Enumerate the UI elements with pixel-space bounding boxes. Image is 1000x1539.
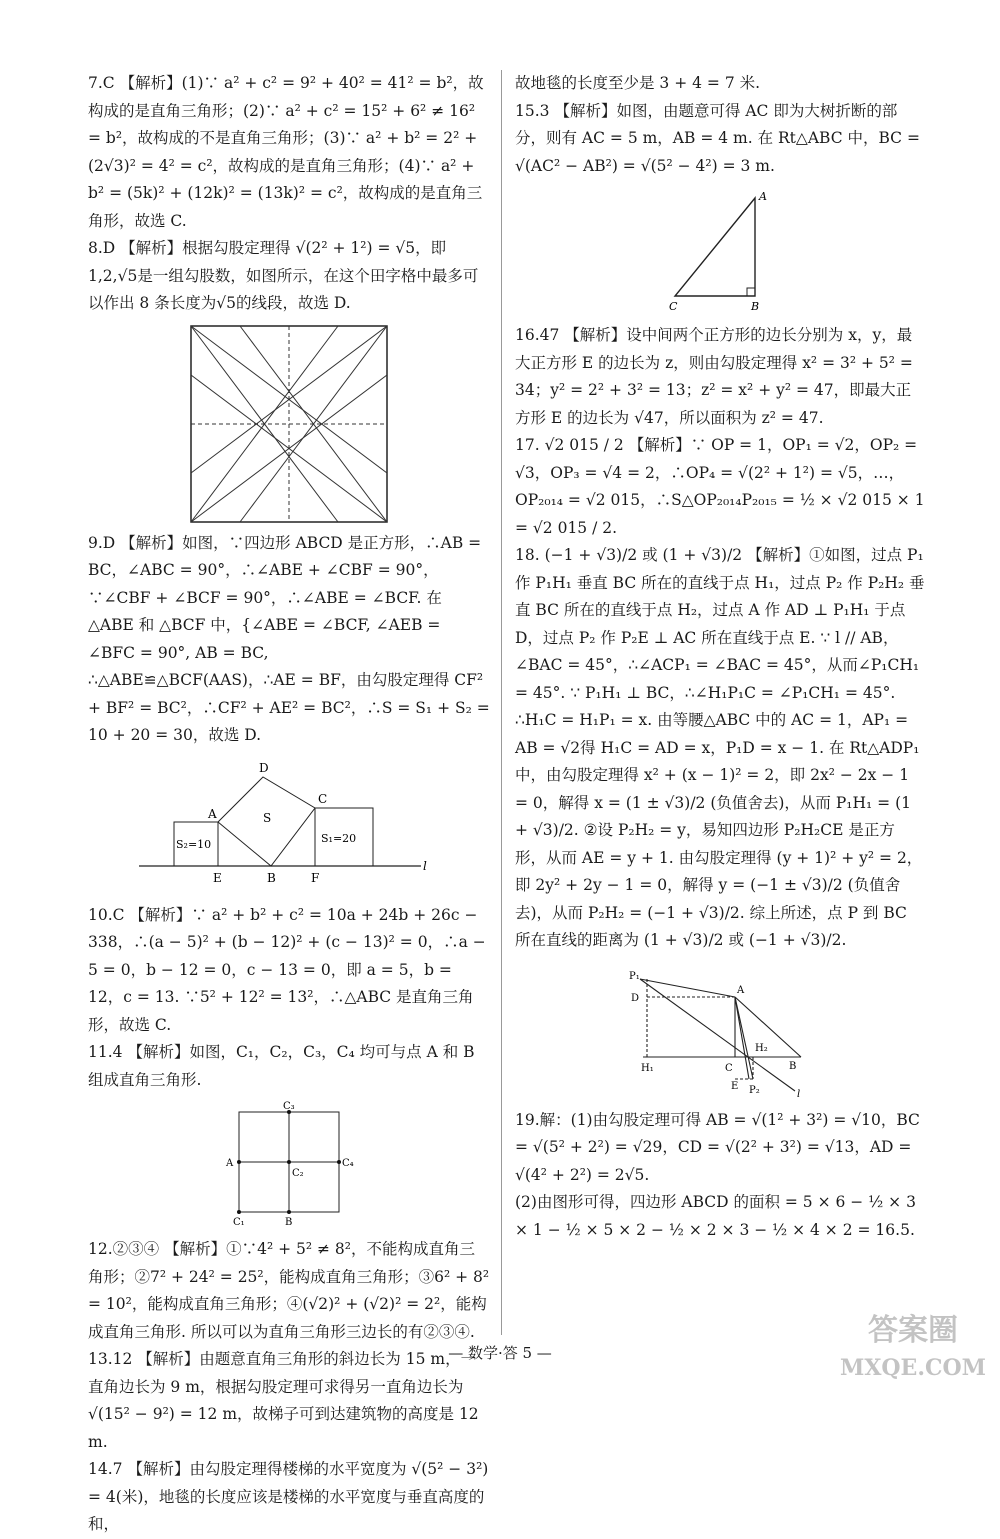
label-E: E <box>213 870 222 885</box>
answer-q13: 13.12 【解析】由题意直角三角形的斜边长为 15 m，一直角边长为 9 m，根据勾股定理可求得另一直角边长为 √(15² − 9²) = 12 m，故梯子可到达建筑物的高度是 12 m. <box>88 1350 479 1451</box>
answer-q12: 12.②③④ 【解析】①∵4² + 5² ≠ 8²，不能构成直角三角形；②7² + 24² = 25²，能构成直角三角形；③6² + 8² = 10²，能构成直角三角形；④(√2)² + (√2)² = 2²，能构成直角三角形. 所以可以为直角三角形三边长的有②③④. <box>88 1240 490 1341</box>
answer-q9-cont: ∴△ABE≌△BCF(AAS)，∴AE = BF，由勾股定理得 CF² + BF² = BC²，∴CF² + AE² = BC²，∴S = S₁ + S₂ = 10 + 20 = 30，故选 D. <box>88 671 490 744</box>
page-footer: — 数学·答 5 — <box>448 1344 552 1362</box>
answer-q15: 15.3 【解析】如图，由题意可得 AC 即为大树折断的部分，则有 AC = 5 m，AB = 4 m. 在 Rt△ABC 中，BC = √(AC² − AB²) = √(5² − 4²) = 3 m. <box>515 101 920 175</box>
answer-q10: 10.C 【解析】∵ a² + b² + c² = 10a + 24b + 26c − 338，∴(a − 5)² + (b − 12)² + (c − 13)² = 0，∴a − 5 = 0，b − 12 = 0，c − 13 = 0，即 a = 5，b = 12，c = 13. ∵5² + 12² = 13²，∴△ABC 是直角三角形，故选 C. <box>88 905 486 1034</box>
label-l: l <box>423 858 427 873</box>
label-F: F <box>311 870 320 885</box>
left-column <box>88 70 490 1539</box>
label-C: C <box>725 1062 733 1074</box>
label-S: S <box>263 810 272 825</box>
label-B: B <box>789 1060 797 1072</box>
label-P2: P₂ <box>749 1084 760 1096</box>
label-A: A <box>759 190 767 203</box>
answer-q7: 7.C 【解析】(1)∵ a² + c² = 9² + 40² = 41² = b²，故构成的是直角三角形；(2)∵ a² + c² = 15² + 6² ≠ 16² = b²，故构成的不是直角三角形；(3)∵ a² + b² = 2² + (2√3)² = 4² = c²，故构成的是直角三角形；(4)∵ a² + b² = (5k)² + (12k)² = (13k)² = c²，故构成的是直角三角形，故选 C. <box>88 74 484 230</box>
label-C2: C₂ <box>292 1168 304 1179</box>
answer-q19-part1: 19.解：(1)由勾股定理可得 AB = √(1² + 3²) = √10，BC = √(5² + 2²) = √29，CD = √(2² + 3²) = √13，AD = √(4² + 2²) = 2√5. <box>515 1110 920 1184</box>
watermark-top: 答案圈 <box>868 1313 958 1348</box>
label-S2: S₂=10 <box>176 837 212 851</box>
answer-q9: 9.D 【解析】如图，∵四边形 ABCD 是正方形，∴AB = BC，∠ABC = 90°，∴∠ABE + ∠CBF = 90°，∵∠CBF + ∠BCF = 90°，∴∠ABE = ∠BCF. 在 △ABE 和 △BCF 中，{∠ABE = ∠BCF, ∠AEB = ∠BFC = 90°, AB = BC, <box>88 533 482 662</box>
figure-q15-tree-triangle <box>655 186 785 316</box>
label-B: B <box>267 870 276 885</box>
label-E: E <box>731 1080 739 1092</box>
column-divider <box>501 70 502 1335</box>
label-C: C <box>669 300 678 313</box>
answer-q17: 17. √2 015 / 2 【解析】∵ OP = 1，OP₁ = √2，OP₂ = √3，OP₃ = √4 = 2，∴OP₄ = √(2² + 1²) = √5，…，OP₂₀₁₄ = √2 015，∴S△OP₂₀₁₄P₂₀₁₅ = ½ × √2 015 × 1 = √2 015 / 2. <box>515 436 925 537</box>
label-B: B <box>285 1217 293 1228</box>
label-C: C <box>318 791 328 806</box>
answer-q16: 16.47 【解析】设中间两个正方形的边长分别为 x，y，最大正方形 E 的边长为 z，则由勾股定理得 x² = 3² + 5² = 34；y² = 2² + 3² = 13；z² = x² + y² = 47，即最大正方形 E 的边长为 √47，所以面积为 z² = 47. <box>515 326 913 427</box>
answer-q19-part2: (2)由图形可得，四边形 ABCD 的面积 = 5 × 6 − ½ × 3 × 1 − ½ × 5 × 2 − ½ × 2 × 3 − ½ × 4 × 2 = 16.5. <box>515 1193 916 1239</box>
label-A: A <box>737 984 745 996</box>
label-l: l <box>797 1088 801 1100</box>
label-C3: C₃ <box>283 1101 295 1112</box>
right-column <box>515 70 925 1244</box>
figure-q11-grid <box>219 1100 359 1230</box>
label-D: D <box>259 760 269 775</box>
label-A: A <box>208 806 217 821</box>
watermark-bottom: MXQE.COM <box>839 1355 987 1381</box>
answer-q14: 14.7 【解析】由勾股定理得楼梯的水平宽度为 √(5² − 3²) = 4(米)，地毯的长度应该是楼梯的水平宽度与垂直高度的和， <box>88 1460 489 1533</box>
label-B: B <box>751 300 760 313</box>
figure-q8-grid <box>189 324 389 524</box>
label-C4: C₄ <box>342 1158 354 1169</box>
label-H1: H₁ <box>641 1062 654 1074</box>
label-D: D <box>631 992 640 1004</box>
label-S1: S₁=20 <box>321 831 357 845</box>
figure-q9-squares <box>139 756 439 896</box>
answer-q8: 8.D 【解析】根据勾股定理得 √(2² + 1²) = √5，即 1,2,√5是一组勾股数，如图所示，在这个田字格中最多可以作出 8 条长度为√5的线段，故选 D. <box>88 239 479 312</box>
figure-q18 <box>625 961 815 1101</box>
answer-q18: 18. (−1 + √3)/2 或 (1 + √3)/2 【解析】①如图，过点 P₁ 作 P₁H₁ 垂直 BC 所在的直线于点 H₁，过点 P₂ 作 P₂H₂ 垂直 BC 所在的直线于点 H₂，过点 A 作 AD ⊥ P₁H₁ 于点 D，过点 P₂ 作 P₂E ⊥ AC 所在直线于点 E. ∵ l // AB，∠BAC = 45°，∴∠ACP₁ = ∠BAC = 45°，从而∠P₁CH₁ = 45°. ∵ P₁H₁ ⊥ BC，∴∠H₁P₁C = ∠P₁CH₁ = 45°. ∴H₁C = H₁P₁ = x. 由等腰△ABC 中的 AC = 1，AP₁ = AB = √2得 H₁C = AD = x，P₁D = x − 1. 在 Rt△ADP₁ 中，由勾股定理得 x² + (x − 1)² = 2，即 2x² − 2x − 1 = 0，解得 x = (1 ± √3)/2 (负值舍去)，从而 P₁H₁ = (1 + √3)/2. ②设 P₂H₂ = y，易知四边形 P₂H₂CE 是正方形，从而 AE = y + 1. 由勾股定理得 (y + 1)² + y² = 2，即 2y² + 2y − 1 = 0，解得 y = (−1 ± √3)/2 (负值舍去)，从而 P₂H₂ = (−1 + √3)/2. 综上所述，点 P 到 BC 所在直线的距离为 (1 + √3)/2 或 (−1 + √3)/2. <box>515 546 925 949</box>
watermark-logo <box>838 1300 988 1385</box>
label-H2: H₂ <box>755 1042 768 1054</box>
answer-q11: 11.4 【解析】如图，C₁，C₂，C₃，C₄ 均可与点 A 和 B 组成直角三角形. <box>88 1043 475 1089</box>
label-C1: C₁ <box>233 1217 245 1228</box>
answer-q14-cont: 故地毯的长度至少是 3 + 4 = 7 米. <box>515 74 761 92</box>
label-P1: P₁ <box>629 970 640 982</box>
label-A: A <box>226 1158 234 1169</box>
